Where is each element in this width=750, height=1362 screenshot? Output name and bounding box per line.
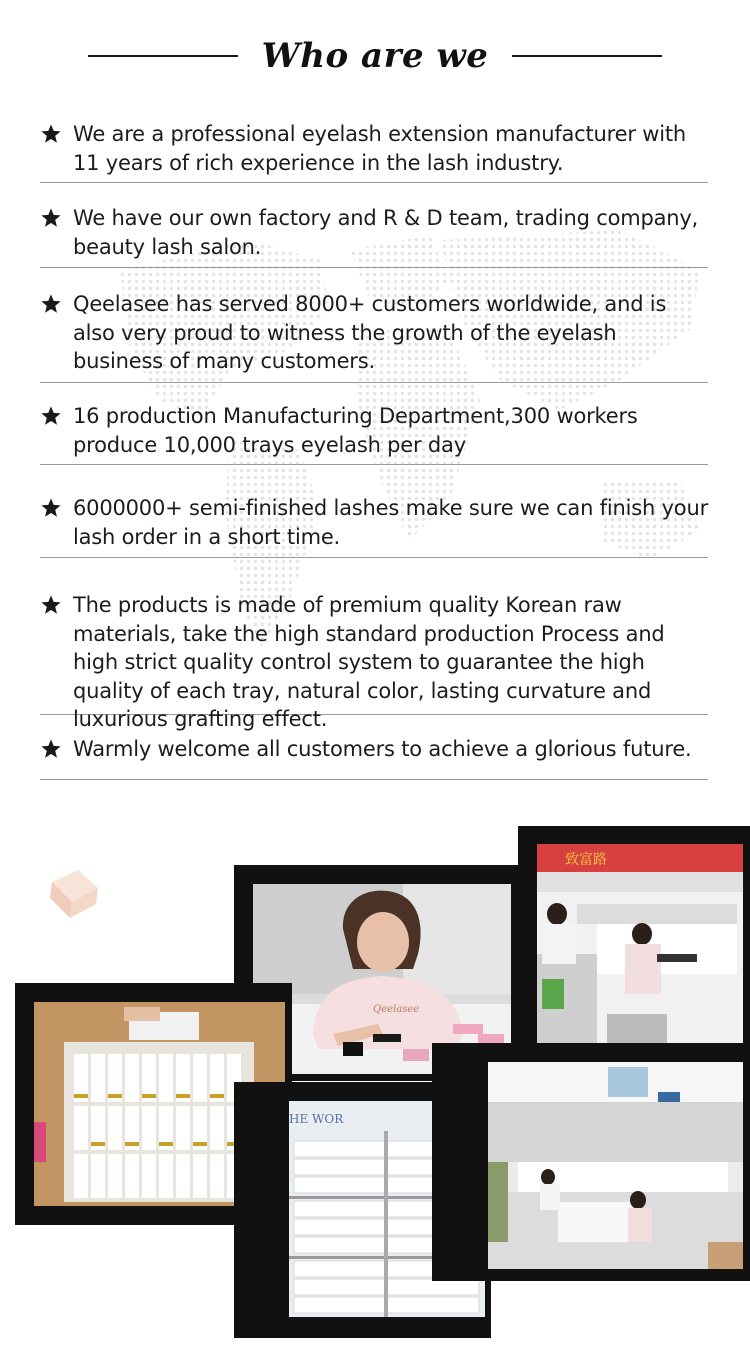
bullet-text: 16 production Manufacturing Department,300 workers produce 10,000 trays eyelash per day: [73, 404, 638, 457]
list-item: [40, 204, 708, 268]
banner-text: 致富路: [565, 852, 607, 868]
page-title: Who are we: [261, 36, 489, 76]
list-item: [40, 591, 708, 731]
header-left-rule: [88, 55, 238, 57]
bullet-text: Warmly welcome all customers to achieve a glorious future.: [73, 737, 692, 761]
star-icon: [40, 405, 62, 427]
list-item: [40, 494, 708, 558]
photo-frame-factory-room: [518, 826, 750, 1060]
star-icon: [40, 293, 62, 315]
bullet-text: Qeelasee has served 8000+ customers worldwide, and is also very proud to witness the growth of the eyelash business of many customers.: [73, 292, 667, 373]
header-right-rule: [512, 55, 662, 57]
list-item: [40, 735, 708, 780]
workshop-photo: [488, 1062, 743, 1269]
bullet-text: The products is made of premium quality Korean raw materials, take the high standard production Process and high strict quality control system to guarantee the high quality of each tray, natural color, lasting curvature and luxurious grafting effect.: [73, 593, 665, 731]
photo-frame-workshop: [432, 1043, 750, 1281]
shirt-logo-text: Qeelasee: [373, 1004, 420, 1015]
list-item: [40, 120, 708, 183]
cube-icon: [48, 866, 102, 922]
bullet-text: We have our own factory and R & D team, trading company, beauty lash salon.: [73, 206, 699, 259]
star-icon: [40, 207, 62, 229]
star-icon: [40, 594, 62, 616]
section-header: [0, 28, 750, 84]
factory-room-photo: [537, 844, 743, 1044]
star-icon: [40, 738, 62, 760]
star-icon: [40, 497, 62, 519]
wall-sign-text: HE WOR: [289, 1112, 344, 1126]
bullet-text: We are a professional eyelash extension manufacturer with 11 years of rich experience in the lash industry.: [73, 122, 687, 175]
bullet-text: 6000000+ semi-finished lashes make sure we can finish your lash order in a short time.: [73, 496, 709, 549]
star-icon: [40, 123, 62, 145]
list-item: [40, 402, 708, 465]
list-item: [40, 290, 708, 383]
